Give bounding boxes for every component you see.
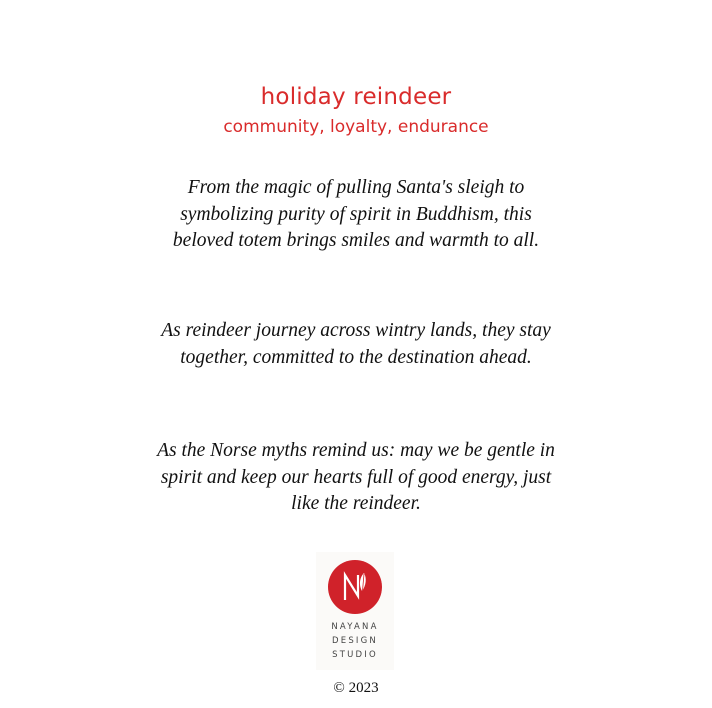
page-subtitle: community, loyalty, endurance — [223, 117, 489, 137]
logo-text-line-2: DESIGN — [332, 636, 378, 646]
logo-circle — [328, 560, 382, 614]
paragraph-1: From the magic of pulling Santa's sleigh to symbolizing purity of spirit in Buddhism, this beloved totem brings smiles and warmth to all. — [172, 177, 540, 251]
nayana-n-leaf-icon — [328, 560, 382, 614]
page-title: holiday reindeer — [260, 84, 452, 110]
paragraph-2: As reindeer journey across wintry lands, they stay together, committed to the destination ahead. — [161, 320, 551, 368]
logo-text-line-1: NAYANA — [331, 622, 379, 632]
paragraph-3: As the Norse myths remind us: may we be gentle in spirit and keep our hearts full of good energy, just like the reindeer. — [157, 440, 555, 514]
logo-text-line-3: STUDIO — [332, 650, 378, 660]
copyright-notice: © 2023 — [333, 680, 379, 696]
studio-logo — [316, 552, 394, 670]
